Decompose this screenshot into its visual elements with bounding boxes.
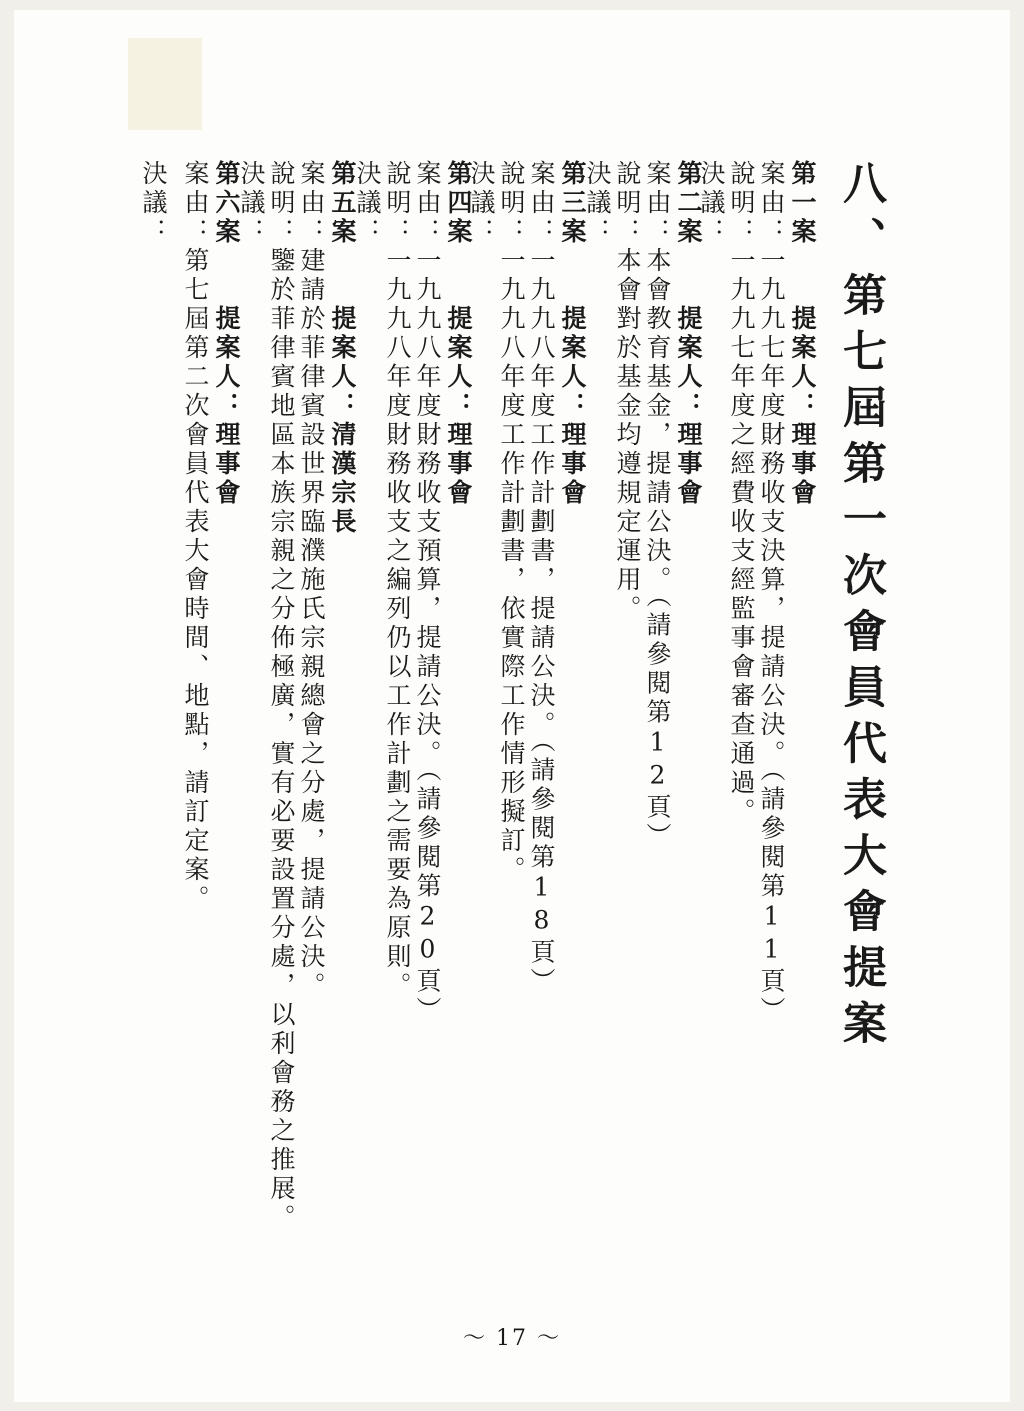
proposer: 理事會 <box>558 421 587 508</box>
proposer: 理事會 <box>674 421 703 508</box>
case-4-header <box>446 160 471 508</box>
case-heading: 第一案 <box>788 160 817 247</box>
case-heading: 第六案 <box>212 160 241 247</box>
case-3-header <box>560 160 585 508</box>
case-5-explain: 說明：鑒於菲律賓地區本族宗親之分佈極廣，實有必要設置分處，以利會務之推展。 <box>267 160 296 1233</box>
case-heading: 第五案 <box>328 160 357 247</box>
case-6-header <box>214 160 239 508</box>
case-3-explain: 說明：一九九八年度工作計劃書，依實際工作情形擬訂。 <box>497 160 526 885</box>
proposer-label: 提案人： <box>444 305 473 421</box>
proposer: 理事會 <box>788 421 817 508</box>
case-2-reason: 案由：本會教育基金，提請公決。（請參閱第12頁） <box>643 160 672 852</box>
case-3-reason: 案由：一九九八年度工作計劃書，提請公決。（請參閱第18頁） <box>527 160 556 997</box>
proposer: 清漢宗長 <box>328 421 357 537</box>
proposer: 理事會 <box>212 421 241 508</box>
page-number: ～ 17 ～ <box>463 1326 561 1351</box>
case-1-reason: 案由：一九九七年度財務收支決算，提請公決。（請參閱第11頁） <box>757 160 786 1026</box>
case-5-resolution: 決議： <box>237 160 266 247</box>
proposer-label: 提案人： <box>788 305 817 421</box>
proposer-label: 提案人： <box>328 305 357 421</box>
case-1-explain: 說明：一九九七年度之經費收支經監事會審查通過。 <box>727 160 756 827</box>
case-2-header <box>676 160 701 508</box>
case-6-resolution: 決議： <box>139 160 168 247</box>
proposer-label: 提案人： <box>212 305 241 421</box>
proposer: 理事會 <box>444 421 473 508</box>
proposer-label: 提案人： <box>558 305 587 421</box>
case-1-header <box>790 160 815 508</box>
case-heading: 第三案 <box>558 160 587 247</box>
case-2-explain: 說明：本會對於基金均遵規定運用。 <box>613 160 642 624</box>
case-6-reason: 案由：第七屆第二次會員代表大會時間、地點，請訂定案。 <box>181 160 210 914</box>
case-4-reason: 案由：一九九八年度財務收支預算，提請公決。（請參閱第20頁） <box>413 160 442 1026</box>
case-4-resolution: 決議： <box>353 160 382 247</box>
case-4-explain: 說明：一九九八年度財務收支之編列仍以工作計劃之需要為原則。 <box>383 160 412 1001</box>
case-2-resolution: 決議： <box>583 160 612 247</box>
corner-stain <box>128 38 202 130</box>
case-3-resolution: 決議： <box>467 160 496 247</box>
case-5-reason: 案由：建請於菲律賓設世界臨濮施氏宗親總會之分處，提請公決。 <box>297 160 326 1001</box>
case-heading: 第二案 <box>674 160 703 247</box>
case-5-header <box>330 160 355 537</box>
case-heading: 第四案 <box>444 160 473 247</box>
proposer-label: 提案人： <box>674 305 703 421</box>
case-1-resolution: 決議： <box>697 160 726 247</box>
page-title: 八、第七屆第一次會員代表大會提案 <box>835 160 886 1056</box>
